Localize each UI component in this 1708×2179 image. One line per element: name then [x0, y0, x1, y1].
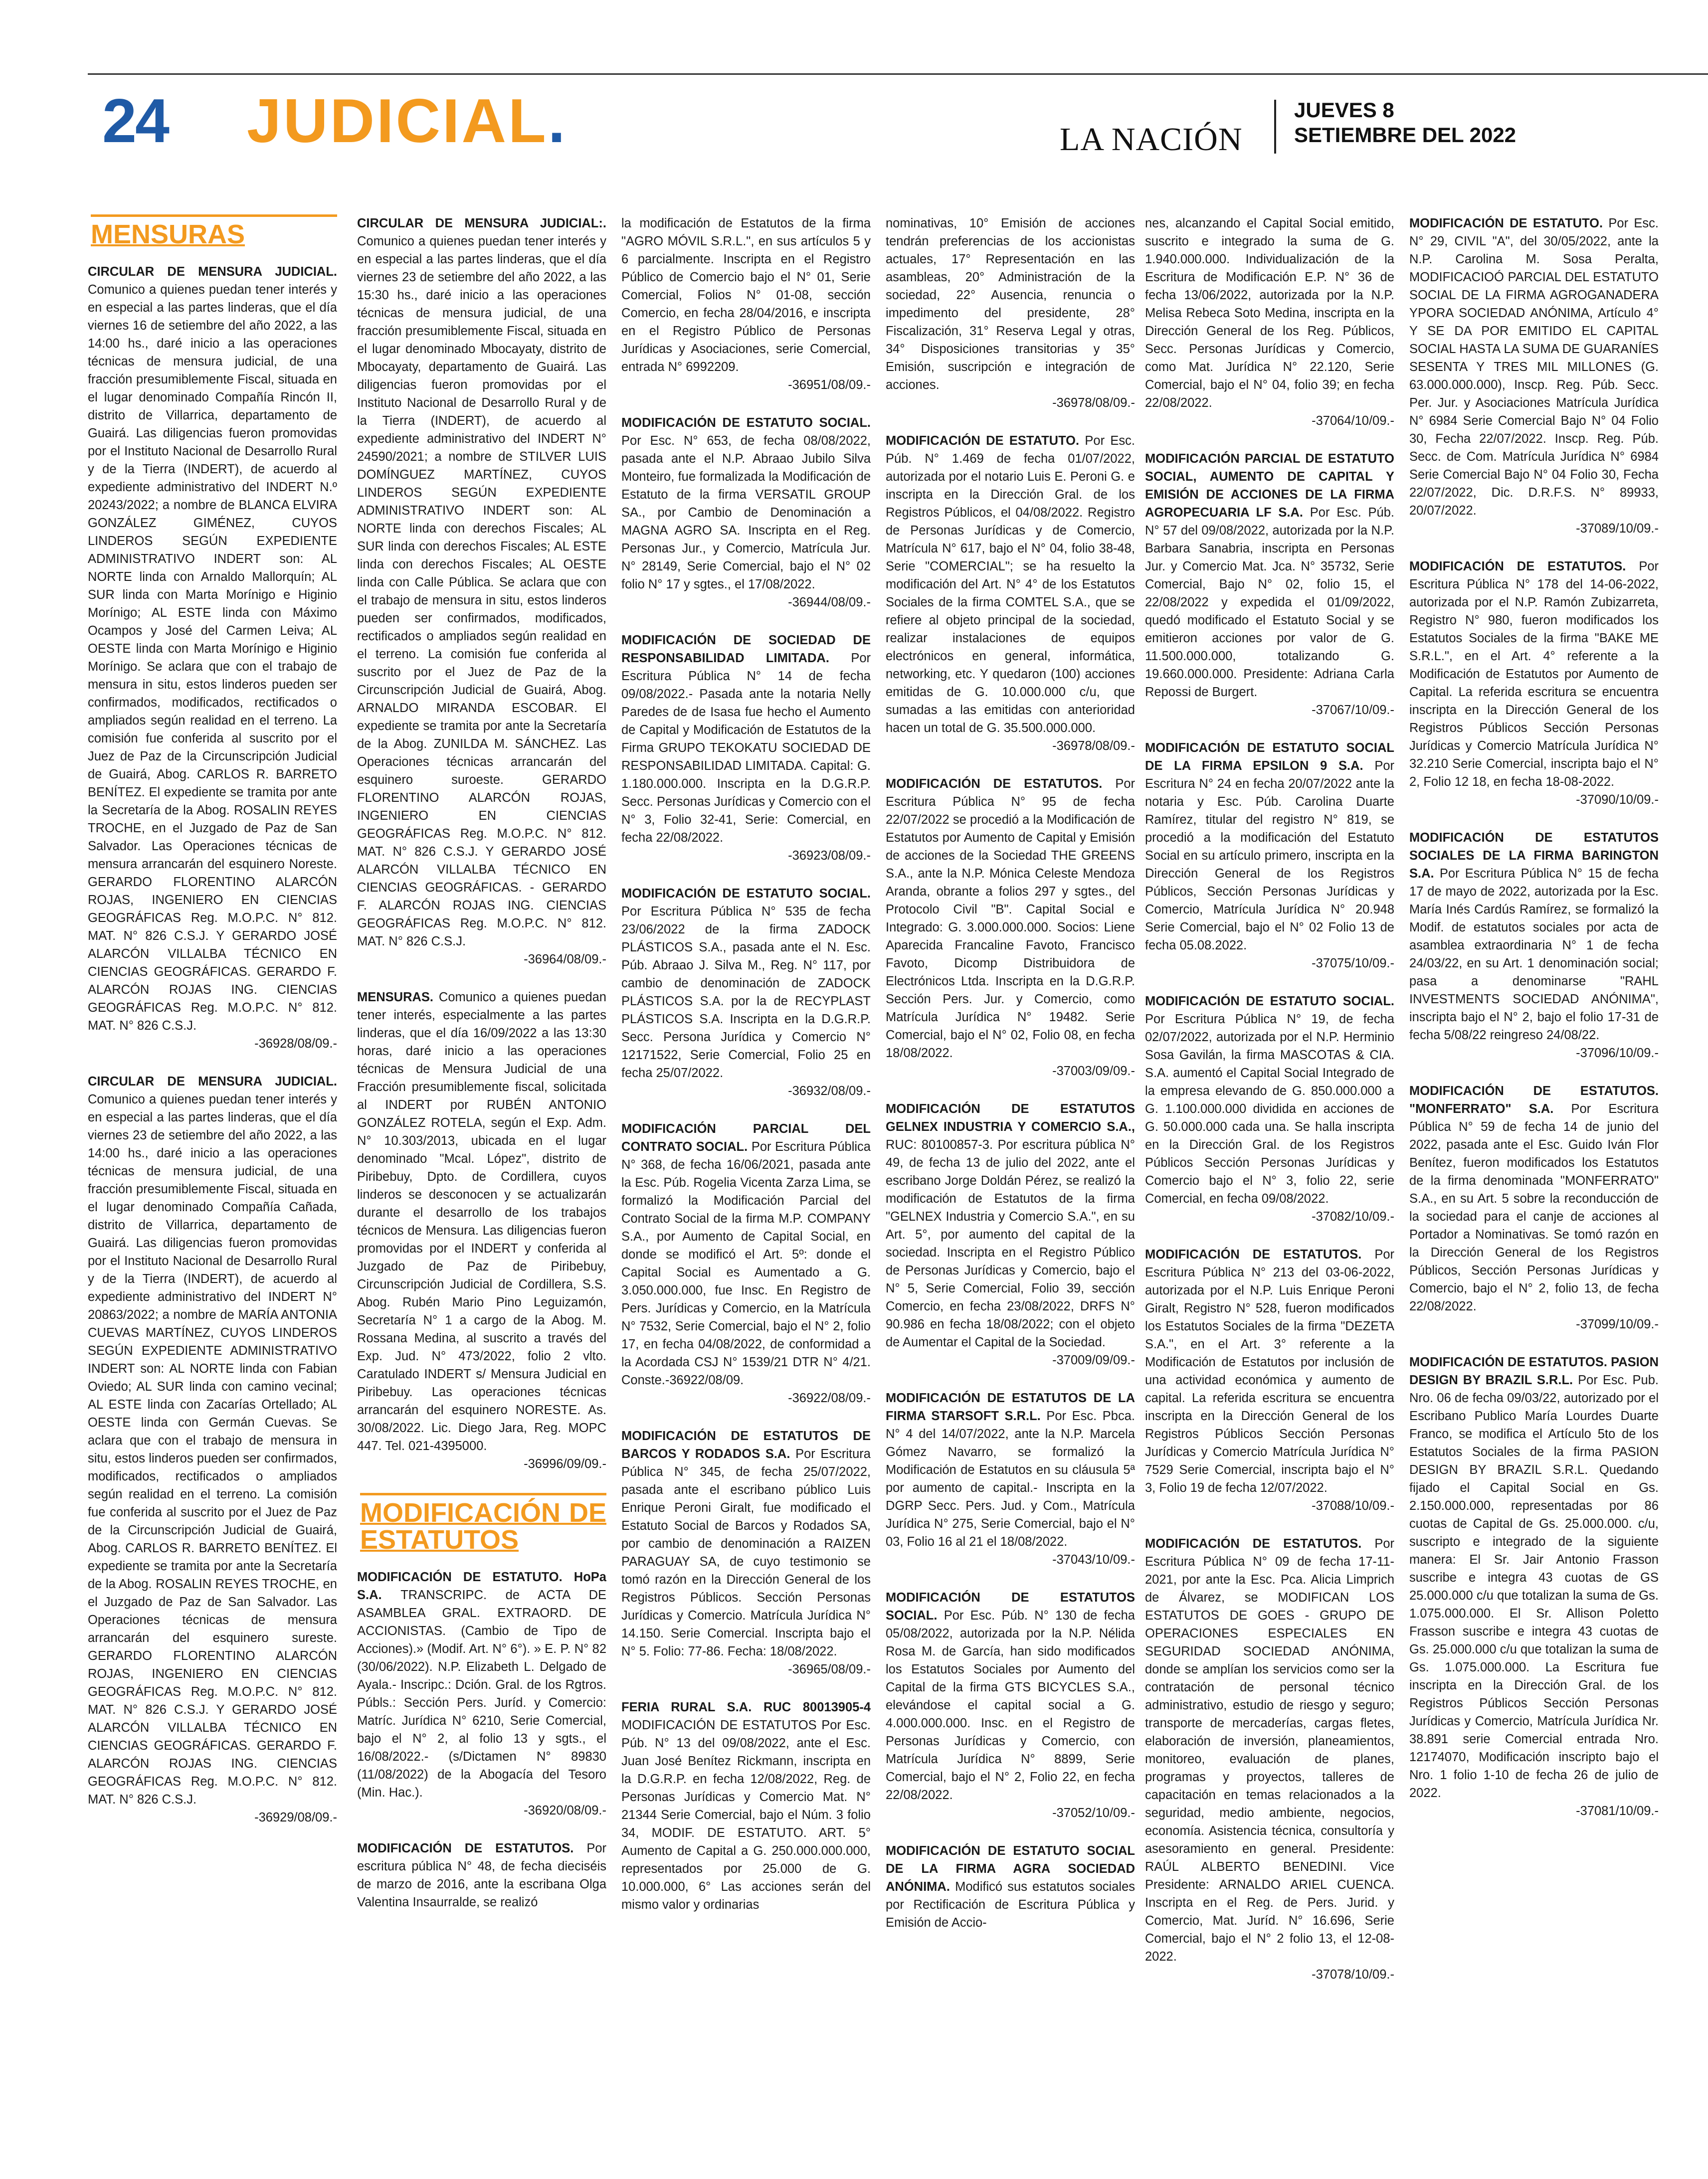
notice-reference: -37099/10/09.-	[1576, 1317, 1659, 1331]
notice-title: CIRCULAR DE MENSURA JUDICIAL.	[88, 1075, 337, 1089]
newspaper-masthead: LA NACIÓN	[1060, 121, 1243, 158]
notice-body: Por Esc. Púb. N° 57 del 09/08/2022, autorizada por la N.P. Barbara Sanabria, inscripta en Personas Jur. y Comercio Mat. Jca. N° 35732, Serie Comercial, Bajo N° 02, folio 15, el 22/08/2022 y expedida el 01/09/2022, quedó modificado el Estatuto Social y se emitieron acciones por valor de G. 11.500.000.000, totalizando G. 19.660.000.000. Presidente: Adriana Carla Repossi de Burgert.	[1145, 506, 1394, 699]
legal-notice	[621, 1427, 871, 1678]
notice-body: Por Escritura Pública N° 345, de fecha 25/07/2022, pasada ante el escribano público Luis Enrique Peroni Giralt, fue modificado el Estatuto Social de Barcos y Rodados SA, por cambio de denominación a RAIZEN PARAGUAY SA, de cuyo testimonio se tomó razón en la Dirección General de los Registros Públicos. Sección Personas Jurídicas y Comercio. Matrícula Jurídica N° 14.150. Serie Comercial. Inscripta bajo el N° 5. Folio: 77-86. Fecha: 18/08/2022.	[621, 1447, 871, 1658]
notice-title: MODIFICACIÓN DE ESTATUTO SOCIAL.	[1145, 994, 1394, 1008]
notice-reference: -37089/10/09.-	[1576, 522, 1659, 536]
legal-notice	[357, 1568, 606, 1819]
notice-reference: -36965/08/09.-	[788, 1662, 871, 1676]
legal-notice	[621, 214, 871, 394]
header-divider	[1274, 100, 1276, 154]
notice-body: Por Esc. Pbca. N° 4 del 14/07/2022, ante la N.P. Marcela Gómez Navarro, se formalizó la Modificación de Estatutos en su cláusula 5ª por aumento de capital.- Inscripta en la DGRP Secc. Pers. Jud. y Com., Matrícula Jurídica N° 275, Serie Comercial, bajo el N° 03, Folio 16 al 21 el 18/08/2022.	[886, 1409, 1135, 1549]
legal-notice	[88, 1073, 337, 1826]
notice-title: MODIFICACIÓN DE ESTATUTOS.	[1409, 559, 1639, 573]
notice-reference: -36978/08/09.-	[1052, 739, 1135, 753]
legal-notice	[886, 1100, 1135, 1369]
legal-notice	[1145, 739, 1394, 972]
notice-body: Por Escritura Pública N° 09 de fecha 17-11-2021, por ante la Esc. Pca. Alicia Limprich de Álvarez, se MODIFICAN LOS ESTATUTOS DE GOES - GRUPO DE OPERACIONES ESPECIALES EN SEGURIDAD SOCIEDAD ANÓNIMA, donde se amplían los servicios como ser la contratación de personal técnico administrativo, estudio de riesgo y seguro; transporte de mercaderías, cargas fletes, elaboración de inversión, planeamientos, monitoreo, evaluación de planes, programas y proyectos, talleres de capacitación en temas relacionados a la seguridad, medio ambiente, negocios, economía. Asistencia técnica, consultoría y asesoramiento en general. Presidente: RAÚL ALBERTO BENEDINI. Vice Presidente: ARNALDO ARIEL CUENCA. Inscripta en el Reg. de Pers. Jurid. y Comercio, Mat. Juríd. N° 16.696, Serie Comercial, bajo el N° 2 folio 13, el 12-08-2022.	[1145, 1537, 1394, 1964]
legal-notice	[88, 263, 337, 1053]
notice-title: MODIFICACIÓN DE ESTATUTO. HoPa S.A.	[357, 1570, 606, 1602]
legal-notice	[1145, 1246, 1394, 1515]
notice-reference: -36920/08/09.-	[524, 1804, 606, 1817]
legal-notice	[1409, 1353, 1659, 1820]
notice-reference: -37043/10/09.-	[1052, 1553, 1135, 1567]
notice-body: Por escritura pública N° 48, de fecha dieciséis de marzo de 2016, ante la escribana Olga Valentina Insaurralde, se realizó	[357, 1841, 606, 1909]
notice-title: MODIFICACIÓN DE ESTATUTOS GELNEX INDUSTRIA Y COMERCIO S.A.,	[886, 1102, 1135, 1134]
notice-title: MODIFICACIÓN DE ESTATUTOS.	[1145, 1537, 1375, 1551]
notice-body: Modificó sus estatutos sociales por Rectificación de Escritura Pública y Emisión de Accio-	[886, 1880, 1135, 1930]
section-title-text: JUDICIAL	[247, 87, 548, 156]
notice-body: Por Escritura Pública N° 535 de fecha 23/06/2022 de la firma ZADOCK PLÁSTICOS S.A., pasada ante el N. Esc. Púb. Abraao J. Silva M., Reg. N° 117, por cambio de denominación de ZADOCK PLÁSTICOS S.A. por la de RECYPLAST PLÁSTICOS S.A. Inscripta en la D.G.R.P. Secc. Persona Jurídica y Comercio N° 12171522, Serie Comercial, Folio 25 en fecha 25/07/2022.	[621, 905, 871, 1080]
notice-body: Por Esc. N° 653, de fecha 08/08/2022, pasada ante el N.P. Abraao Jubilo Silva Monteiro, fue formalizada la Modificación de Estatuto de la firma VERSATIL GROUP SA., por Cambio de Denominación a MAGNA AGRO SA. Inscripta en el Reg. Personas Jur., y Comercio, Matrícula Jur. N° 28149, Serie Comercial, bajo el N° 02 folio N° 17 y sgtes., el 17/08/2022.	[621, 434, 871, 591]
notice-column	[886, 214, 1135, 2159]
notice-reference: -37090/10/09.-	[1576, 793, 1659, 807]
legal-notice	[1145, 1535, 1394, 1984]
notice-body: Por Escritura Pública N° 368, de fecha 16/06/2021, pasada ante la Esc. Púb. Rogelia Vicenta Zarza Lima, se formalizó la Modificación Parcial del Contrato Social de la firma M.P. COMPANY S.A., por Aumento de Capital Social, en donde se modificó el Art. 5º: donde el Capital Social es Aumentado a G. 3.050.000.000, fue Insc. En Registro de Pers. Jurídicas y Comercio, en la Matrícula N° 7532, Serie Comercial, bajo el N° 2, folio 17, en fecha 04/08/2022, de conformidad a la Acordada CSJ N° 1539/21 DTR N° 4/21. Conste.-36922/08/09.	[621, 1140, 871, 1387]
notice-body: RUC: 80100857-3. Por escritura pública N° 49, de fecha 13 de julio del 2022, ante el escribano Jorge Doldán Pérez, se realizó la modificación de Estatutos de la firma "GELNEX Industria y Comercio S.A.", en su Art. 5°, por aumento del capital de la sociedad. Inscripta en el Registro Público de Personas Jurídicas y Comercio, bajo el N° 5, Serie Comercial, Folio 39, sección Comercio, en fecha 23/08/2022, DRFS N° 90.986 en fecha 18/08/2022; con el objeto de Aumentar el Capital de la Sociedad.	[886, 1138, 1135, 1349]
notice-title: MODIFICACIÓN DE ESTATUTOS SOCIAL.	[886, 1591, 1135, 1623]
legal-notice	[886, 775, 1135, 1080]
legal-notice	[886, 432, 1135, 755]
notice-reference: -36928/08/09.-	[254, 1037, 337, 1051]
notice-title: MODIFICACIÓN DE ESTATUTOS SOCIALES DE LA FIRMA BARINGTON S.A.	[1409, 831, 1659, 881]
page-number: 24	[102, 87, 168, 156]
notice-title: MODIFICACIÓN DE ESTATUTO.	[886, 434, 1085, 448]
legal-notice	[357, 1839, 606, 1911]
legal-notice	[621, 631, 871, 865]
notice-body: Comunico a quienes puedan tener interés, especialmente a las partes linderas, que el día 16/09/2022 a las 13:30 horas, daré inicio a las operaciones técnicas de Mensura Judicial de una Fracción presumiblemente fiscal, solicitada al INDERT por RUBÉN ANTONIO GONZÁLEZ ROTELA, según el Exp. Adm. N° 10.303/2013, ubicada en el lugar denominado "Mcal. López", distrito de Piribebuy, Dpto. de Cordillera, cuyos linderos se desconocen y se actualizarán durante el desarrollo de los trabajos técnicos de Mensura. Las diligencias fueron promovidas por el INDERT y conferida al Juzgado de Paz de Piribebuy, Circunscripción Judicial de Cordillera, S.S. Abog. Rubén Mario Pino Leguizamón, Secretaría N° 1 a cargo de la Abog. M. Rossana Medina, al suscrito a través del Exp. Jud. N° 473/2022, folio 2 vlto. Caratulado INDERT s/ Mensura Judicial en Piribebuy. Las operaciones técnicas arrancarán del esquinero NORESTE. As. 30/08/2022. Lic. Diego Jara, Reg. MOPC 447. Tel. 021-4395000.	[357, 990, 606, 1453]
section-heading: MENSURAS	[91, 214, 337, 248]
notice-column	[88, 214, 337, 2159]
notice-reference: -37003/09/09.-	[1052, 1064, 1135, 1078]
notice-title: MODIFICACIÓN DE ESTATUTO SOCIAL.	[621, 887, 871, 901]
legal-notice	[1409, 1082, 1659, 1333]
notice-body: Por Escritura Pública N° 59 de fecha 14 de junio del 2022, pasada ante el Esc. Guido Iván Flor Benítez, fueron modificados los Estatutos de la firma denominada "MONFERRATO" S.A., en su Art. 5 sobre la reconducción de la sociedad para el canje de acciones al Portador a Nominativas. Se tomó razón en la Dirección General de los Registros Públicos, Sección Personas Jurídicas y Comercio, bajo el N° 2, folio 13, de fecha 22/08/2022.	[1409, 1102, 1659, 1313]
notice-body: Por Escritura Pública N° 14 de fecha 09/08/2022.- Pasada ante la notaria Nelly Paredes de de Isasa fue hecho el Aumento de Capital y Modificación de Estatutos de la Firma GRUPO TEKOKATU SOCIEDAD DE RESPONSABILIDAD LIMITADA. Capital: G. 1.180.000.000. Inscripta en la D.G.R.P. Secc. Personas Jurídicas y Comercio con el N° 3, Folio 32-41, Serie: Comercial, en fecha 22/08/2022.	[621, 651, 871, 845]
legal-notice	[886, 1589, 1135, 1822]
notice-reference: -37096/10/09.-	[1576, 1046, 1659, 1060]
notice-body: Por Esc. Púb. N° 1.469 de fecha 01/07/2022, autorizada por el notario Luis E. Peroni G. e inscripta en la Dirección Gral. de los Registros Públicos, el 04/08/2022. Registro de Personas Jurídicas y de Comercio, Matrícula N° 617, bajo el N° 04, folio 38-48, Serie "COMERCIAL"; se ha resuelto la modificación del Art. N° 4° de los Estatutos Sociales de la firma COMTEL S.A., que se refiere al objeto principal de la sociedad, realizar instalaciones de equipos electrónicos en general, informática, networking, etc. Y quedaron (100) acciones emitidas de G. 10.000.000 c/u, que sumadas a las emitidas con anterioridad hacen un total de G. 35.500.000.000.	[886, 434, 1135, 735]
notice-column	[1409, 214, 1659, 2159]
notice-title: MODIFICACIÓN DE ESTATUTO SOCIAL.	[621, 416, 871, 430]
notice-title: MODIFICACIÓN DE ESTATUTOS.	[357, 1841, 587, 1855]
notice-body: Por Escritura Pública N° 15 de fecha 17 de mayo de 2022, autorizada por la Esc. María Inés Cardús Ramírez, se formalizó la Modif. de estatutos sociales por acta de asamblea extraordinaria N° 1 de fecha 24/03/22, en su Art. 1 denominación social; pasa a denominarse "RAHL INVESTMENTS SOCIEDAD ANÓNIMA", inscripta bajo el N° 2, bajo el folio 17-31 de fecha 5/08/22 reingreso 24/08/22.	[1409, 867, 1659, 1042]
legal-notice	[1145, 450, 1394, 719]
notice-title: MODIFICACIÓN DE ESTATUTOS.	[886, 777, 1116, 791]
notice-reference: -36929/08/09.-	[254, 1811, 337, 1824]
notice-title: MODIFICACIÓN DE ESTATUTOS. "MONFERRATO" S.A.	[1409, 1084, 1659, 1116]
notice-title: MODIFICACIÓN DE ESTATUTO SOCIAL DE LA FIRMA AGRA SOCIEDAD ANÓNIMA.	[886, 1844, 1135, 1894]
notice-reference: -36922/08/09.-	[788, 1391, 871, 1405]
notice-column	[1145, 214, 1394, 2159]
legal-notice	[621, 885, 871, 1100]
notice-title: MENSURAS.	[357, 990, 439, 1004]
notice-title: MODIFICACIÓN PARCIAL DEL CONTRATO SOCIAL.	[621, 1122, 871, 1154]
legal-notice	[1409, 557, 1659, 809]
notice-title: MODIFICACIÓN DE ESTATUTOS. PASION DESIGN BY BRAZIL S.R.L.	[1409, 1355, 1659, 1387]
notice-body: Comunico a quienes puedan tener interés y en especial a las partes linderas, que el día viernes 16 de setiembre del año 2022, a las 14:00 hs., daré inicio a las operaciones técnicas de mensura judicial, de una fracción presumiblemente Fiscal, situada en el lugar denominado Compañía Rincón II, distrito de Villarrica, departamento de Guairá. Las diligencias fueron promovidas por el Instituto Nacional de Desarrollo Rural y de la Tierra (INDERT), de acuerdo al expediente administrativo del INDERT N.º 20243/2022; a nombre de BLANCA ELVIRA GONZÁLEZ GIMÉNEZ, CUYOS LINDEROS SEGÚN EXPEDIENTE ADMINISTRATIVO INDERT son: AL NORTE linda con Arnaldo Mallorquín; AL SUR linda con Marta Morínigo e Higinio Morínigo; AL ESTE linda con Máximo Ocampos y José del Carmen Leiva; AL OESTE linda con Marta Morínigo e Higinio Morínigo. Se aclara que con el trabajo de mensura in situ, estos linderos pueden ser confirmados, modificados, rectificados o ampliados según realidad en el terreno. La comisión fue conferida al suscrito por el Juez de Paz de la Circunscripción Judicial de Guairá, Abog. CARLOS R. BARRETO BENÍTEZ. El expediente se tramita por ante la Secretaría de la Abog. ROSALIN REYES TROCHE, en el Juzgado de Paz de San Salvador. Las Operaciones técnicas de mensura arrancarán del esquinero Noreste. GERARDO FLORENTINO ALARCÓN ROJAS, INGENIERO EN CIENCIAS GEOGRÁFICAS Reg. M.O.P.C. N° 812. MAT. N° 826 C.S.J. Y GERARDO JOSÉ ALARCÓN VILLALBA TÉCNICO EN CIENCIAS GEOGRÁFICAS. GERARDO F. ALARCÓN ROJAS ING. CIENCIAS GEOGRÁFICAS Reg. M.O.P.C. N° 812. MAT. N° 826 C.S.J.	[88, 283, 337, 1033]
notice-body: nominativas, 10° Emisión de acciones tendrán preferencias de los accionistas actuales, 17° Representación en las asambleas, 20° Administración de la sociedad, 22° Ausencia, renuncia o impedimento del presidente, 28° Fiscalización, 31° Reserva Legal y otras, 34° Disposiciones transitorias y 35° Emisión, suscripción e integración de acciones.	[886, 216, 1135, 392]
notice-reference: -36996/09/09.-	[524, 1457, 606, 1471]
legal-notice	[1145, 214, 1394, 430]
notice-reference: -37067/10/09.-	[1312, 703, 1394, 717]
notice-title: MODIFICACIÓN DE ESTATUTO.	[1409, 216, 1609, 230]
notice-reference: -36964/08/09.-	[524, 952, 606, 966]
legal-notice	[886, 1389, 1135, 1569]
legal-notice	[621, 414, 871, 611]
notice-body: TRANSCRIPC. de ACTA DE ASAMBLEA GRAL. EXTRAORD. DE ACCIONISTAS. (Cambio de Tipo de Acciones).» (Modif. Art. N° 6°). » E. P. N° 82 (30/06/2022). N.P. Elizabeth L. Delgado de Ayala.- Inscripc.: Dción. Gral. de los Rgtros. Públs.: Sección Pers. Juríd. y Comercio: Matríc. Jurídica N° 6210, Serie Comercial, bajo el N° 2, al folio 13 y sgts., el 16/08/2022.- (s/Dictamen N° 89830 (11/08/2022) de la Abogacía del Tesoro (Min. Hac.).	[357, 1588, 606, 1800]
notice-reference: -36923/08/09.-	[788, 849, 871, 863]
notice-reference: -37075/10/09.-	[1312, 956, 1394, 970]
notice-body: Por Escritura N° 24 en fecha 20/07/2022 ante la notaria y Esc. Púb. Carolina Duarte Ramírez, titular del registro N° 819, se procedió a la modificación del Estatuto Social en su artículo primero, inscripta en la Dirección General de los Registros Públicos, Sección Personas Jurídicas y Comercio, Matrícula Jurídica N° 20.948 Serie Comercial, bajo el N° 02 Folio 13 de fecha 05.08.2022.	[1145, 759, 1394, 952]
notice-title: MODIFICACIÓN DE ESTATUTO SOCIAL DE LA FIRMA EPSILON 9 S.A.	[1145, 741, 1394, 773]
notice-column	[357, 214, 606, 2159]
legal-notice	[886, 1842, 1135, 1932]
notice-column	[621, 214, 871, 2159]
legal-notice	[621, 1120, 871, 1407]
top-rule	[88, 73, 1708, 75]
notice-reference: -37081/10/09.-	[1576, 1804, 1659, 1818]
notice-body: MODIFICACIÓN DE ESTATUTOS Por Esc. Púb. N° 13 del 09/08/2022, ante el Esc. Juan José Benítez Rickmann, inscripta en la D.G.R.P. en fecha 12/08/2022, Reg. de Personas Jurídicas y Comercio Mat. N° 21344 Serie Comercial, bajo el Núm. 3 folio 34, MODIF. DE ESTATUTO. ART. 5° Aumento de Capital a G. 250.000.000.000, representados por 25.000 de G. 10.000.000, 6° Las acciones serán del mismo valor y ordinarias	[621, 1718, 871, 1912]
issue-day: JUEVES 8	[1294, 98, 1394, 122]
notice-body: Por Esc. Pub. Nro. 06 de fecha 09/03/22, autorizado por el Escribano Publico María Lourdes Duarte Franco, se modifica el Artículo 5to de los Estatutos Sociales de la firma PASION DESIGN BY BRAZIL S.R.L. Quedando fijado el Capital Social en Gs. 2.150.000.000, representadas por 86 cuotas de Capital de Gs. 25.000.000. c/u, suscripto e integrado de la siguiente manera: El Sr. Jair Antonio Frasson suscribe e integra 43 cuotas de GS 25.000.000 c/u que totalizan la suma de Gs. 1.075.000.000. El Sr. Allison Poletto Frasson suscribe e integra 43 cuotas de Gs. 25.000.000 c/u que totalizan la suma de Gs. 1.075.000.000. La Escritura fue inscripta en la Dirección Gral. de los Registros Públicos Sección Personas Jurídicas y Comercio, Matrícula Jurídica Nr. 38.891 serie Comercial entrada Nro. 12174070, Modificación inscripto bajo el Nro. 1 folio 1-10 de fecha 26 de julio de 2022.	[1409, 1373, 1659, 1800]
notice-title: MODIFICACIÓN DE SOCIEDAD DE RESPONSABILIDAD LIMITADA.	[621, 633, 871, 665]
legal-notice	[621, 1698, 871, 1914]
notice-body: Por Esc. Púb. N° 130 de fecha 05/08/2022, autorizada por la N.P. Nélida Rosa M. de García, han sido modificados los Estatutos Sociales por Aumento del Capital de la firma GTS BICYCLES S.A., elevándose el capital social a G. 4.000.000.000. Insc. en el Registro de Personas Jurídicas y Comercio, con Matrícula Jurídica N° 8899, Serie Comercial, bajo el N° 2, Folio 22, en fecha 22/08/2022.	[886, 1609, 1135, 1802]
page-header	[102, 86, 1583, 161]
legal-notice	[1145, 992, 1394, 1226]
notice-reference: -36944/08/09.-	[788, 595, 871, 609]
notice-title: FERIA RURAL S.A. RUC 80013905-4	[621, 1700, 871, 1714]
notice-body: nes, alcanzando el Capital Social emitido, suscrito e integrado la suma de G. 1.940.000.000. Individualización de la Escritura de Modificación E.P. N° 36 de fecha 13/06/2022, autorizada por la N.P. Melisa Rebeca Soto Medina, inscripta en la Dirección General de los Reg. Públicos, Secc. Personas Jurídicas y Comercio, como Mat. Jurídica N° 22.120, Serie Comercial, bajo el N° 04, folio 39; en fecha 22/08/2022.	[1145, 216, 1394, 410]
notice-title: MODIFICACIÓN DE ESTATUTOS.	[1145, 1248, 1375, 1262]
notice-body: Por Escritura Pública N° 178 del 14-06-2022, autorizada por el N.P. Ramón Zubizarreta, Registro N° 980, fueron modificados los Estatutos Sociales de la firma "BAKE ME S.R.L.", en el Art. 4° referente a la Modificación de Estatutos por Aumento de Capital. La referida escritura se encuentra inscripta en la Dirección General de los Registros Públicos Sección Personas Jurídicas y Comercio Matrícula Jurídica N° 32.210 Serie Comercial, inscripta bajo el N° 2, Folio 12 18, en fecha 18-08-2022.	[1409, 559, 1659, 789]
notice-title: CIRCULAR DE MENSURA JUDICIAL:.	[357, 216, 606, 230]
issue-date	[1294, 98, 1516, 148]
notice-reference: -36932/08/09.-	[788, 1084, 871, 1098]
notice-reference: -37082/10/09.-	[1312, 1210, 1394, 1224]
section-title-dot: .	[548, 87, 568, 156]
issue-month-year: SETIEMBRE DEL 2022	[1294, 123, 1517, 147]
notice-reference: -37088/10/09.-	[1312, 1499, 1394, 1513]
notice-body: Por Escritura Pública N° 19, de fecha 02/07/2022, autorizada por el N.P. Herminio Sosa Gavilán, la firma MASCOTAS & CIA. S.A. aumentó el Capital Social Integrado de la empresa elevando de G. 850.000.000 a G. 1.100.000.000 dividida en acciones de G. 50.000.000 cada una. Se halla inscripta en la Dirección Gral. de los Registros Públicos Sección Personas Jurídicas y Comercio bajo el N° 3, folio 22, serie Comercial, en fecha 09/08/2022.	[1145, 1012, 1394, 1206]
notice-body: Por Escritura Pública N° 213 del 03-06-2022, autorizada por el N.P. Luis Enrique Peroni Giralt, Registro N° 528, fueron modificados los Estatutos Sociales de la firma "DEZETA S.A.", en el Art. 3° referente a la Modificación de Estatutos por inclusión de una actividad económica y aumento de capital. La referida escritura se encuentra inscripta en la Dirección General de los Registros Públicos Sección Personas Jurídicas y Comercio Matrícula Jurídica N° 7529 Serie Comercial, inscripta bajo el N° 3, Folio 19 de fecha 12/07/2022.	[1145, 1248, 1394, 1495]
notice-reference: -37009/09/09.-	[1052, 1353, 1135, 1367]
notice-title: MODIFICACIÓN DE ESTATUTOS DE LA FIRMA STARSOFT S.R.L.	[886, 1391, 1135, 1423]
legal-notice	[1409, 829, 1659, 1062]
section-heading: MODIFICACIÓN DE ESTATUTOS	[360, 1493, 606, 1553]
notice-title: MODIFICACIÓN PARCIAL DE ESTATUTO SOCIAL, AUMENTO DE CAPITAL Y EMISIÓN DE ACCIONES DE LA FIRMA AGROPECUARIA LF S.A.	[1145, 452, 1394, 520]
notice-body: Comunico a quienes puedan tener interés y en especial a las partes linderas, que el día viernes 23 de setiembre del año 2022, a las 14:00 hs., daré inicio a las operaciones técnicas de mensura judicial, de una fracción presumiblemente Fiscal, situada en el lugar denominado Compañía Cañada, distrito de Villarrica, departamento de Guairá. Las diligencias fueron promovidas por el Instituto Nacional de Desarrollo Rural y de la Tierra (INDERT), de acuerdo al expediente administrativo del INDERT N° 20863/2022; a nombre de MARÍA ANTONIA CUEVAS MARTÍNEZ, CUYOS LINDEROS SEGÚN EXPEDIENTE ADMINISTRATIVO INDERT son: AL NORTE linda con Fabian Oviedo; AL SUR linda con camino vecinal; AL ESTE linda con Zacarías Ortellado; AL OESTE linda con Germán Cuevas. Se aclara que con el trabajo de mensura in situ, estos linderos pueden ser confirmados, modificados, rectificados o ampliados según realidad en el terreno. La comisión fue conferida al suscrito por el Juez de Paz de la Circunscripción Judicial de Guairá, Abog. CARLOS R. BARRETO BENÍTEZ. El expediente se tramita por ante la Secretaría de la Abog. ROSALIN REYES TROCHE, en el Juzgado de Paz de San Salvador. Las Operaciones técnicas de mensura arrancarán del esquinero sureste. GERARDO FLORENTINO ALARCÓN ROJAS, INGENIERO EN CIENCIAS GEOGRÁFICAS Reg. M.O.P.C. N° 812. MAT. N° 826 C.S.J. Y GERARDO JOSÉ ALARCÓN VILLALBA TÉCNICO EN CIENCIAS GEOGRÁFICAS. GERARDO F. ALARCÓN ROJAS ING. CIENCIAS GEOGRÁFICAS Reg. M.O.P.C. N° 812. MAT. N° 826 C.S.J.	[88, 1092, 337, 1807]
legal-notice	[1409, 214, 1659, 538]
legal-notice	[357, 988, 606, 1473]
notice-reference: -37078/10/09.-	[1312, 1968, 1394, 1982]
notice-reference: -36951/08/09.-	[788, 378, 871, 392]
notice-body: Por Escritura Pública N° 95 de fecha 22/07/2022 se procedió a la Modificación de Estatutos por Aumento de Capital y Emisión de acciones de la Sociedad THE GREENS S.A., ante la N.P. Mónica Celeste Mendoza Aranda, obrante a folios 297 y sgtes., del Protocolo Civil "B". Capital Social e Integrado: G. 3.000.000.000. Socios: Liene Aparecida Francaline Favoto, Francisco Favoto, Dicomp Distribuidora de Electrónicos Ltda. Inscripta en la D.G.R.P. Sección Pers. Jur. y Comercio, como Matrícula Jurídica N° 19482. Serie Comercial, bajo el N° 02, Folio 08, en fecha 18/08/2022.	[886, 777, 1135, 1060]
notice-title: MODIFICACIÓN DE ESTATUTOS DE BARCOS Y RODADOS S.A.	[621, 1429, 871, 1461]
legal-notice	[357, 214, 606, 968]
notice-reference: -37064/10/09.-	[1312, 414, 1394, 428]
legal-notice	[886, 214, 1135, 412]
notice-body: Comunico a quienes puedan tener interés y en especial a las partes linderas, que el día viernes 23 de setiembre del año 2022, a las 15:30 hs., daré inicio a las operaciones técnicas de mensura judicial, de una fracción presumiblemente Fiscal, situada en el lugar denominado Mbocayaty, distrito de Mbocayaty, departamento de Guairá. Las diligencias fueron promovidas por el Instituto Nacional de Desarrollo Rural y de la Tierra (INDERT), de acuerdo al expediente administrativo del INDERT N° 24590/2021; a nombre de STILVER LUIS DOMÍNGUEZ MARTÍNEZ, CUYOS LINDEROS SEGÚN EXPEDIENTE ADMINISTRATIVO INDERT son: AL NORTE linda con derechos Fiscales; AL SUR linda con derechos Fiscales; AL ESTE linda con derechos Fiscales; AL OESTE linda con Calle Pública. Se aclara que con el trabajo de mensura in situ, estos linderos pueden ser confirmados, modificados, rectificados o ampliados según realidad en el terreno. La comisión fue conferida al suscrito por el Juez de Paz de la Circunscripción Judicial de Guairá, Abog. ARNALDO MIRANDA ESCOBAR. El expediente se tramita por ante la Secretaría de la Abog. ZUNILDA M. SÁNCHEZ. Las Operaciones técnicas arrancarán del esquinero suroeste. GERARDO FLORENTINO ALARCÓN ROJAS, INGENIERO EN CIENCIAS GEOGRÁFICAS Reg. M.O.P.C. N° 812. MAT. N° 826 C.S.J. Y GERARDO JOSÉ ALARCÓN VILLALBA TÉCNICO EN CIENCIAS GEOGRÁFICAS. - GERARDO F. ALARCÓN ROJAS ING. CIENCIAS GEOGRÁFICAS Reg. M.O.P.C. N° 812. MAT. N° 826 C.S.J.	[357, 234, 606, 948]
notice-reference: -37052/10/09.-	[1052, 1806, 1135, 1820]
notice-body: la modificación de Estatutos de la firma "AGRO MÓVIL S.R.L.", en sus artículos 5 y 6 parcialmente. Inscripta en el Registro Público de Comercio bajo el N° 01, Serie Comercial, Folios N° 01-08, sección Comercio, en fecha 28/04/2016, e inscripta en el Registro Público de Personas Jurídicas y Asociaciones, serie Comercial, entrada N° 6992209.	[621, 216, 871, 374]
notice-title: CIRCULAR DE MENSURA JUDICIAL.	[88, 265, 337, 279]
section-title	[247, 86, 567, 157]
notice-reference: -36978/08/09.-	[1052, 396, 1135, 410]
notice-body: Por Esc. N° 29, CIVIL "A", del 30/05/2022, ante la N.P. Carolina M. Sosa Peralta, MODIFICACIOÓ PARCIAL DEL ESTATUTO SOCIAL DE LA FIRMA AGROGANADERA YPORA SOCIEDAD ANÓNIMA, Artículo 4° Y SE DA POR EMITIDO EL CAPITAL SOCIAL HASTA LA SUMA DE GUARANÍES SESENTA Y TRES MIL MILLONES (G. 63.000.000.000), Inscp. Reg. Púb. Secc. Per. Jur. y Asociaciones Matrícula Jurídica N° 6984 Serie Comercial Bajo N° 04 Folio 30, Fecha 22/07/2022. Inscp. Reg. Púb. Secc. de Com. Matrícula Jurídica N° 6984 Serie Comercial Bajo N° 04 Folio 30, Fecha 22/07/2022, Dic. D.R.F.S. N° 89933, 20/07/2022.	[1409, 216, 1659, 518]
